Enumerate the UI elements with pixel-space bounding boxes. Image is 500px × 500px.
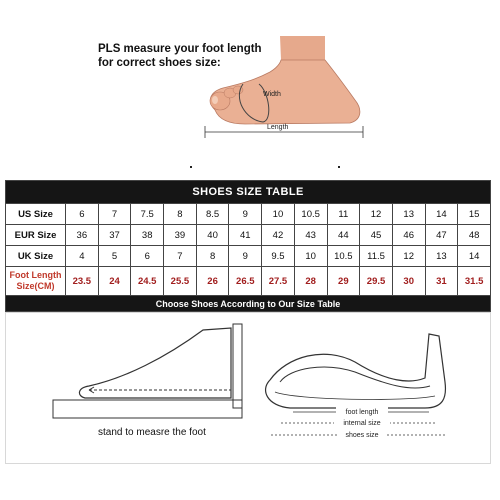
foot-length-label: Foot Length — [9, 270, 62, 280]
shoe-outer — [266, 334, 446, 408]
table-cell: 14 — [425, 204, 458, 225]
table-cell: 11 — [327, 204, 360, 225]
table-cell: 8 — [164, 204, 197, 225]
table-cell: 6 — [66, 204, 99, 225]
table-row — [6, 204, 491, 225]
table-cell: 40 — [196, 225, 229, 246]
wall — [233, 324, 242, 408]
shoe-section-diagram — [266, 334, 446, 439]
table-cell: 39 — [164, 225, 197, 246]
table-cell: 47 — [425, 225, 458, 246]
row-header — [6, 267, 66, 296]
table-cell: 14 — [458, 246, 491, 267]
table-cell: 10.5 — [327, 246, 360, 267]
table-cell: 28 — [294, 267, 327, 296]
size-table — [5, 180, 491, 312]
table-cell: 48 — [458, 225, 491, 246]
row-header: US Size — [6, 204, 66, 225]
foot-length-unit: Size(CM) — [16, 281, 55, 291]
table-row — [6, 246, 491, 267]
table-cell: 7 — [164, 246, 197, 267]
shoe-inner — [280, 367, 430, 388]
foot-outline — [79, 328, 231, 398]
table-cell: 12 — [360, 204, 393, 225]
table-cell: 29 — [327, 267, 360, 296]
table-cell: 7.5 — [131, 204, 164, 225]
table-cell: 10.5 — [294, 204, 327, 225]
floor-board — [53, 400, 242, 418]
table-cell: 41 — [229, 225, 262, 246]
table-subtitle-row — [6, 296, 491, 312]
table-cell: 12 — [392, 246, 425, 267]
table-row — [6, 225, 491, 246]
width-label: Width — [263, 91, 281, 98]
table-cell: 26 — [196, 267, 229, 296]
row-header: UK Size — [6, 246, 66, 267]
table-cell: 8 — [196, 246, 229, 267]
shoes-size-caption: shoes size — [345, 432, 379, 439]
table-cell: 24 — [98, 267, 131, 296]
foot-measure-illustration — [185, 30, 375, 140]
table-title-row — [6, 181, 491, 204]
table-cell: 46 — [392, 225, 425, 246]
row-header: EUR Size — [6, 225, 66, 246]
table-cell: 38 — [131, 225, 164, 246]
length-label: Length — [267, 124, 289, 131]
stand-caption: stand to measre the foot — [98, 427, 206, 438]
table-cell: 5 — [98, 246, 131, 267]
instruction-line-1: PLS measure your foot length — [98, 43, 262, 55]
table-cell: 10 — [294, 246, 327, 267]
instruction-line-2: for correct shoes size: — [98, 57, 221, 69]
table-cell: 45 — [360, 225, 393, 246]
table-cell: 42 — [262, 225, 295, 246]
table-cell: 10 — [262, 204, 295, 225]
table-row-foot-length — [6, 267, 491, 296]
table-cell: 43 — [294, 225, 327, 246]
table-cell: 7 — [98, 204, 131, 225]
table-title: SHOES SIZE TABLE — [6, 181, 491, 204]
table-cell: 4 — [66, 246, 99, 267]
table-cell: 23.5 — [66, 267, 99, 296]
foot-length-caption: foot length — [345, 409, 379, 416]
table-cell: 8.5 — [196, 204, 229, 225]
table-cell: 9.5 — [262, 246, 295, 267]
table-cell: 31 — [425, 267, 458, 296]
table-cell: 26.5 — [229, 267, 262, 296]
table-cell: 13 — [392, 204, 425, 225]
table-cell: 6 — [131, 246, 164, 267]
standing-foot-diagram — [53, 324, 242, 418]
table-subtitle: Choose Shoes According to Our Size Table — [6, 296, 491, 312]
table-cell: 15 — [458, 204, 491, 225]
shoe-measure-diagrams — [5, 312, 491, 464]
table-cell: 31.5 — [458, 267, 491, 296]
table-cell: 30 — [392, 267, 425, 296]
shoe-insole — [275, 392, 435, 399]
table-cell: 13 — [425, 246, 458, 267]
table-cell: 44 — [327, 225, 360, 246]
table-cell: 37 — [98, 225, 131, 246]
table-cell: 29.5 — [360, 267, 393, 296]
table-cell: 24.5 — [131, 267, 164, 296]
internal-size-caption: internal size — [343, 420, 381, 427]
table-cell: 27.5 — [262, 267, 295, 296]
table-cell: 36 — [66, 225, 99, 246]
table-cell: 25.5 — [164, 267, 197, 296]
table-cell: 9 — [229, 204, 262, 225]
table-cell: 11.5 — [360, 246, 393, 267]
table-cell: 9 — [229, 246, 262, 267]
decor-dot — [338, 166, 340, 168]
decor-dot — [190, 166, 192, 168]
